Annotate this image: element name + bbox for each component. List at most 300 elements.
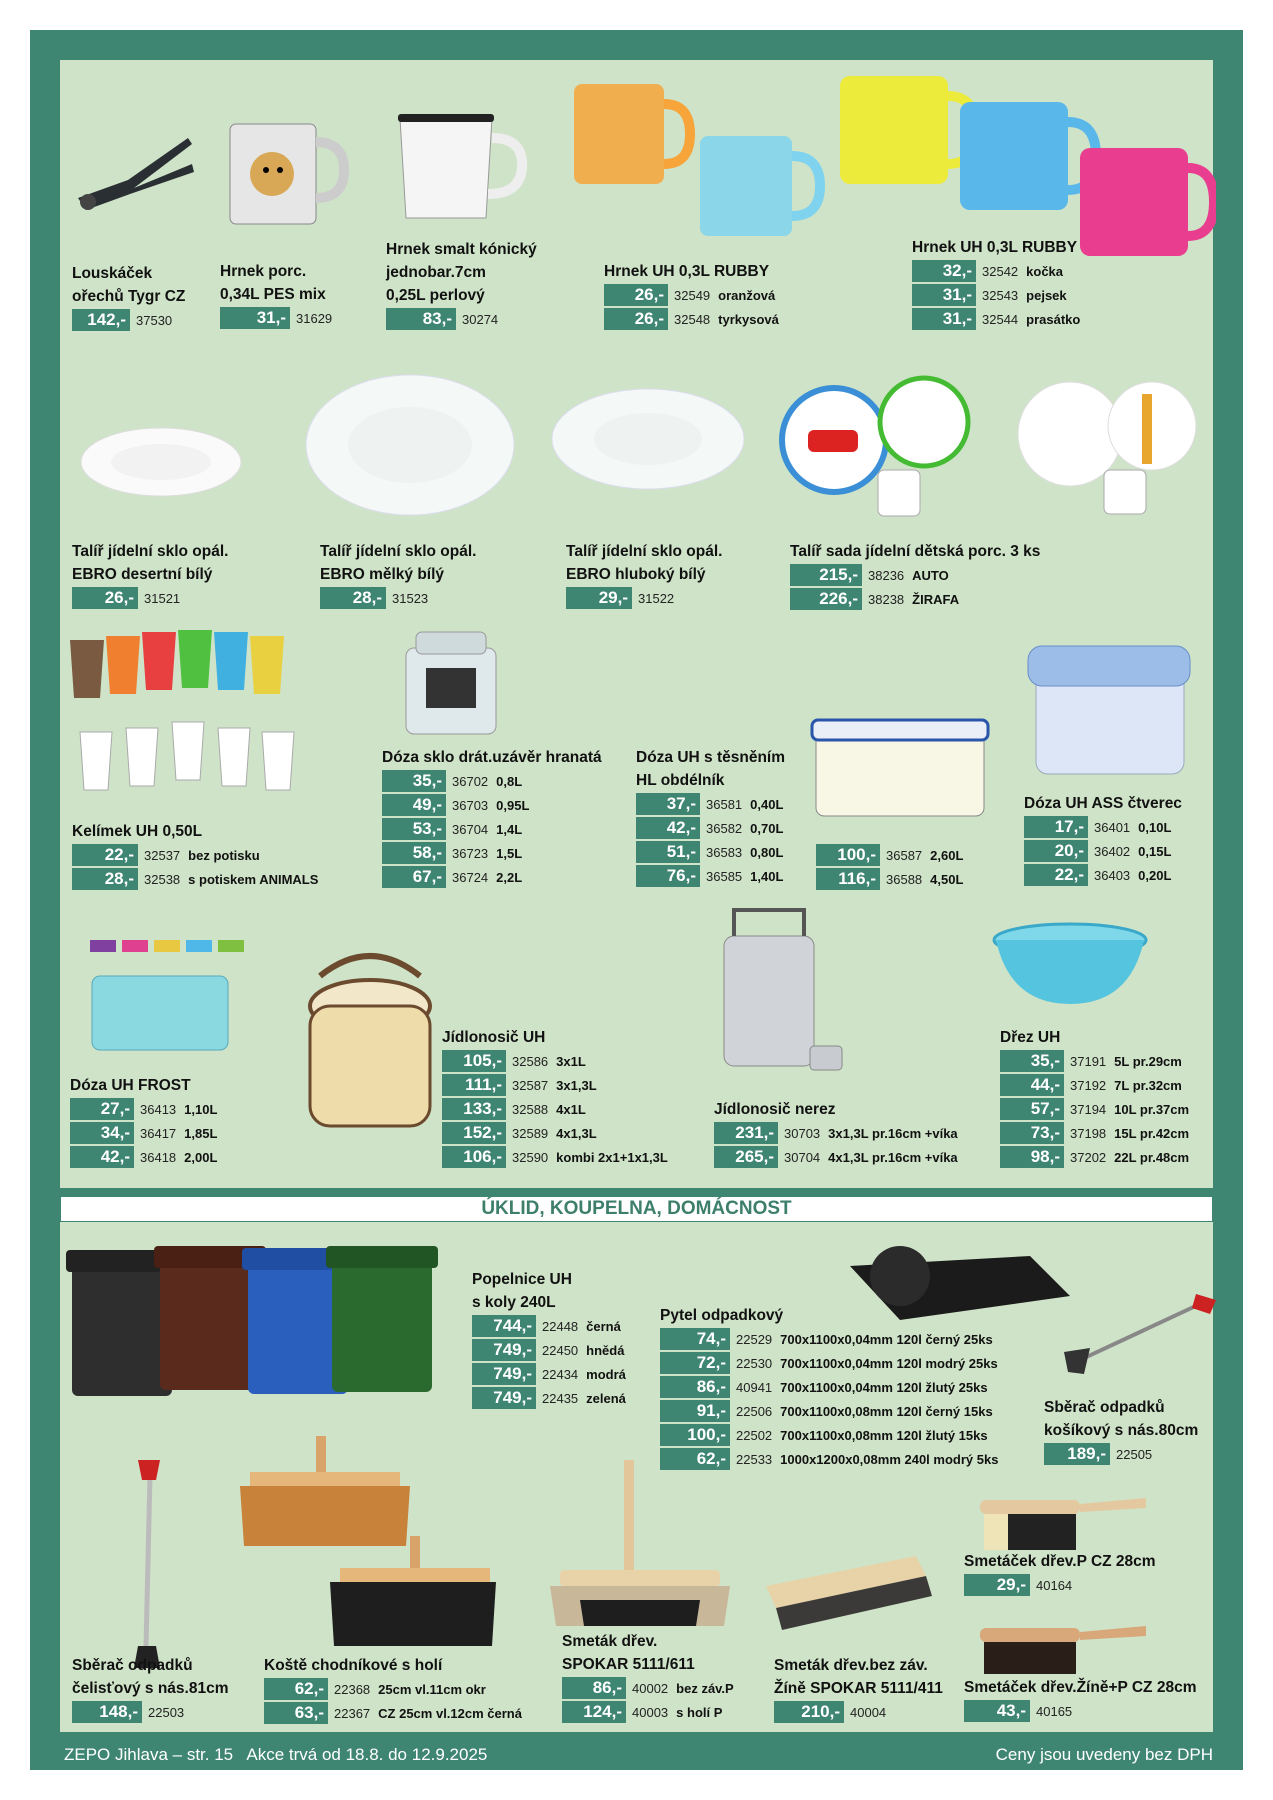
price-badge: 215,- <box>790 564 862 586</box>
price-row <box>912 307 1080 331</box>
variant-note: 22L pr.48cm <box>1114 1149 1190 1165</box>
variant-note: 0,40L <box>750 796 784 812</box>
price-row <box>912 259 1080 283</box>
product-code: 36585 <box>706 868 743 884</box>
hand-brush-image <box>970 1494 1150 1554</box>
price-badge: 124,- <box>562 1701 626 1723</box>
price-row <box>70 1121 217 1145</box>
price-row <box>912 283 1080 307</box>
item-title: Hrnek UH 0,3L RUBBY <box>604 263 770 280</box>
item-title: Sběrač odpadků <box>1044 1399 1165 1416</box>
price-row <box>264 1701 522 1725</box>
variant-note: modrá <box>586 1366 626 1382</box>
item-title: Dóza UH FROST <box>70 1077 191 1094</box>
product-code: 37202 <box>1070 1149 1107 1165</box>
price-row <box>472 1314 626 1338</box>
price-row <box>1024 839 1182 863</box>
variant-note: 25cm vl.11cm okr <box>378 1681 486 1697</box>
item-sberac-celist <box>72 1654 229 1724</box>
price-row <box>72 1700 229 1724</box>
price-row <box>790 563 1040 587</box>
item-title: čelisťový s nás.81cm <box>72 1680 229 1697</box>
price-row <box>774 1700 943 1724</box>
item-jidlonosic-uh <box>442 1026 668 1169</box>
deep-plate-image <box>548 384 748 494</box>
variant-note: ŽIRAFA <box>912 591 960 607</box>
item-title: Koště chodníkové s holí <box>264 1657 443 1674</box>
item-koste <box>264 1654 522 1725</box>
price-badge: 17,- <box>1024 816 1088 838</box>
variant-note: bez potisku <box>188 847 260 863</box>
price-row <box>660 1327 998 1351</box>
item-title: Pytel odpadkový <box>660 1307 784 1324</box>
item-popelnice <box>472 1268 626 1410</box>
item-title: Louskáček <box>72 265 153 282</box>
price-row <box>442 1145 668 1169</box>
price-badge: 29,- <box>964 1574 1030 1596</box>
horsehair-hand-brush-image <box>970 1622 1150 1678</box>
variant-note: 700x1100x0,04mm 120l černý 25ks <box>780 1331 993 1347</box>
horsehair-broom-image <box>756 1546 936 1636</box>
item-title: Smetáček dřev.P CZ 28cm <box>964 1553 1156 1570</box>
product-code: 32587 <box>512 1077 549 1093</box>
price-badge: 62,- <box>660 1448 730 1470</box>
price-badge: 28,- <box>72 868 138 890</box>
item-title: Smeták dřev. <box>562 1633 658 1650</box>
street-broom-image <box>220 1436 500 1656</box>
price-badge: 105,- <box>442 1050 506 1072</box>
price-badge: 20,- <box>1024 840 1088 862</box>
item-title: Kelímek UH 0,50L <box>72 823 203 840</box>
item-title: Sběrač odpadků <box>72 1657 193 1674</box>
item-pytel <box>660 1304 998 1471</box>
product-code: 30704 <box>784 1149 821 1165</box>
sealed-box-image <box>810 712 990 822</box>
cups-image <box>66 622 306 802</box>
price-badge: 74,- <box>660 1328 730 1350</box>
variant-note: zelená <box>586 1390 626 1406</box>
price-row <box>660 1375 998 1399</box>
price-badge: 73,- <box>1000 1122 1064 1144</box>
price-badge: 100,- <box>660 1424 730 1446</box>
product-code: 31523 <box>392 590 429 606</box>
price-badge: 26,- <box>604 284 668 306</box>
product-code: 30274 <box>462 311 499 327</box>
price-row <box>964 1699 1196 1723</box>
product-code: 22448 <box>542 1318 579 1334</box>
price-badge: 27,- <box>70 1098 134 1120</box>
price-badge: 142,- <box>72 309 130 331</box>
item-louskacek <box>72 262 185 332</box>
item-title: Popelnice UH <box>472 1271 572 1288</box>
footer-left: ZEPO Jihlava – str. 15 Akce trvá od 18.8. do 12.9.2025 <box>64 1745 488 1764</box>
price-row <box>72 843 318 867</box>
price-row <box>1000 1049 1189 1073</box>
price-row <box>442 1121 668 1145</box>
price-badge: 22,- <box>72 844 138 866</box>
dog-mug-image <box>222 118 352 228</box>
item-title: Dóza sklo drát.uzávěr hranatá <box>382 749 602 766</box>
product-code: 38238 <box>868 591 905 607</box>
price-badge: 63,- <box>264 1702 328 1724</box>
product-code: 36704 <box>452 821 489 837</box>
product-code: 36402 <box>1094 843 1131 859</box>
item-title: Smeták dřev.bez záv. <box>774 1657 928 1674</box>
product-code: 30703 <box>784 1125 821 1141</box>
price-row <box>382 769 602 793</box>
price-badge: 116,- <box>816 868 880 890</box>
item-hrnek-smalt <box>386 238 537 331</box>
variant-note: černá <box>586 1318 621 1334</box>
product-code: 40004 <box>850 1704 887 1720</box>
price-badge: 31,- <box>220 307 290 329</box>
price-badge: 62,- <box>264 1678 328 1700</box>
variant-note: 1,40L <box>750 868 784 884</box>
item-title: Žíně SPOKAR 5111/411 <box>774 1680 943 1697</box>
price-badge: 28,- <box>320 587 386 609</box>
price-badge: 67,- <box>382 866 446 888</box>
price-badge: 749,- <box>472 1387 536 1409</box>
price-row <box>1000 1145 1189 1169</box>
product-code: 32544 <box>982 311 1019 327</box>
variant-note: prasátko <box>1026 311 1081 327</box>
product-code: 31629 <box>296 310 333 326</box>
price-row <box>816 867 963 891</box>
price-row <box>382 817 602 841</box>
product-code: 40002 <box>632 1680 669 1696</box>
item-title: ořechů Tygr CZ <box>72 288 186 305</box>
price-row <box>660 1351 998 1375</box>
price-row <box>382 793 602 817</box>
variant-note: oranžová <box>718 287 776 303</box>
item-title: Talíř sada jídelní dětská porc. 3 ks <box>790 543 1041 560</box>
price-badge: 86,- <box>660 1376 730 1398</box>
price-badge: 231,- <box>714 1122 778 1144</box>
price-badge: 35,- <box>382 770 446 792</box>
variant-note: bez záv.P <box>676 1680 734 1696</box>
basin-image <box>990 920 1150 1010</box>
product-code: 32542 <box>982 263 1019 279</box>
product-code: 36723 <box>452 845 489 861</box>
product-code: 36413 <box>140 1101 177 1117</box>
price-row <box>1000 1097 1189 1121</box>
product-code: 22529 <box>736 1331 773 1347</box>
price-badge: 42,- <box>636 817 700 839</box>
product-code: 32589 <box>512 1125 549 1141</box>
item-smetacek-p <box>964 1550 1156 1597</box>
item-smetacek-zine <box>964 1676 1196 1723</box>
item-title: Jídlonosič UH <box>442 1029 546 1046</box>
price-badge: 76,- <box>636 865 700 887</box>
product-code: 36703 <box>452 797 489 813</box>
frost-box-image <box>86 936 246 1056</box>
product-code: 37530 <box>136 312 173 328</box>
product-code: 32537 <box>144 847 181 863</box>
price-row <box>1024 815 1182 839</box>
price-row <box>562 1676 734 1700</box>
price-row <box>816 843 963 867</box>
variant-note: 700x1100x0,08mm 120l černý 15ks <box>780 1403 993 1419</box>
price-badge: 49,- <box>382 794 446 816</box>
price-badge: 31,- <box>912 284 976 306</box>
price-badge: 31,- <box>912 308 976 330</box>
carrier-uh-image <box>300 946 440 1146</box>
product-code: 36418 <box>140 1149 177 1165</box>
footer-right: Ceny jsou uvedeny bez DPH <box>995 1745 1213 1764</box>
item-title: Hrnek UH 0,3L RUBBY <box>912 239 1078 256</box>
item-title: EBRO hluboký bílý <box>566 566 706 583</box>
price-row <box>386 307 537 331</box>
price-badge: 100,- <box>816 844 880 866</box>
item-title: Jídlonosič nerez <box>714 1101 836 1118</box>
product-code: 22506 <box>736 1403 773 1419</box>
product-code: 32538 <box>144 871 181 887</box>
product-code: 36403 <box>1094 867 1131 883</box>
price-row <box>566 586 722 610</box>
price-badge: 44,- <box>1000 1074 1064 1096</box>
variant-note: 4x1L <box>556 1101 586 1117</box>
item-talir-sada <box>790 540 1040 611</box>
product-code: 36582 <box>706 820 743 836</box>
price-badge: 86,- <box>562 1677 626 1699</box>
variant-note: 0,15L <box>1138 843 1172 859</box>
price-row <box>264 1677 522 1701</box>
product-code: 40164 <box>1036 1577 1073 1593</box>
price-badge: 58,- <box>382 842 446 864</box>
product-code: 22450 <box>542 1342 579 1358</box>
price-badge: 22,- <box>1024 864 1088 886</box>
item-talir-desert <box>72 540 228 610</box>
spokar-broom-image <box>540 1460 740 1630</box>
price-badge: 51,- <box>636 841 700 863</box>
variant-note: 2,2L <box>496 869 523 885</box>
price-badge: 29,- <box>566 587 632 609</box>
price-badge: 210,- <box>774 1701 844 1723</box>
price-row <box>72 308 185 332</box>
variant-note: 1000x1200x0,08mm 240l modrý 5ks <box>780 1451 999 1467</box>
product-code: 32586 <box>512 1053 549 1069</box>
item-smetak-spokar <box>562 1630 734 1724</box>
price-badge: 111,- <box>442 1074 506 1096</box>
product-code: 31522 <box>638 590 675 606</box>
price-badge: 43,- <box>964 1700 1030 1722</box>
product-code: 36401 <box>1094 819 1131 835</box>
price-row <box>220 306 332 330</box>
price-row <box>70 1145 217 1169</box>
waste-bins-image <box>62 1236 442 1416</box>
product-code: 32549 <box>674 287 711 303</box>
price-row <box>562 1700 734 1724</box>
variant-note: 4,50L <box>930 871 964 887</box>
variant-note: CZ 25cm vl.12cm černá <box>378 1705 522 1721</box>
item-sberac-kosik <box>1044 1396 1198 1466</box>
product-code: 22533 <box>736 1451 773 1467</box>
item-kelimek <box>72 820 318 891</box>
product-code: 36583 <box>706 844 743 860</box>
dessert-plate-image <box>76 420 246 500</box>
item-title: Hrnek smalt kónický <box>386 241 537 258</box>
price-row <box>660 1447 998 1471</box>
item-title: SPOKAR 5111/611 <box>562 1656 695 1673</box>
price-badge: 749,- <box>472 1363 536 1385</box>
variant-note: 0,95L <box>496 797 530 813</box>
variant-note: AUTO <box>912 567 949 583</box>
price-row <box>382 865 602 889</box>
kids-set-giraffe-image <box>1010 380 1210 520</box>
variant-note: 1,10L <box>184 1101 218 1117</box>
ass-box-image <box>1024 640 1194 780</box>
price-row <box>714 1121 958 1145</box>
price-badge: 72,- <box>660 1352 730 1374</box>
item-smetak-zine <box>774 1654 943 1724</box>
variant-note: hnědá <box>586 1342 625 1358</box>
item-title: 0,34L PES mix <box>220 286 326 303</box>
price-badge: 265,- <box>714 1146 778 1168</box>
variant-note: 1,85L <box>184 1125 218 1141</box>
variant-note: 4x1,3L <box>556 1125 597 1141</box>
price-badge: 57,- <box>1000 1098 1064 1120</box>
item-doza-frost <box>70 1074 217 1169</box>
enamel-mug-image <box>392 108 532 228</box>
variant-note: 15L pr.42cm <box>1114 1125 1190 1141</box>
price-badge: 148,- <box>72 1701 142 1723</box>
variant-note: 700x1100x0,08mm 120l žlutý 15ks <box>780 1427 988 1443</box>
price-badge: 133,- <box>442 1098 506 1120</box>
price-badge: 32,- <box>912 260 976 282</box>
product-code: 37192 <box>1070 1077 1107 1093</box>
price-row <box>790 587 1040 611</box>
price-row <box>472 1386 626 1410</box>
price-row <box>70 1097 217 1121</box>
item-drez <box>1000 1026 1189 1169</box>
price-row <box>472 1362 626 1386</box>
item-doza-tesneni <box>636 746 785 888</box>
item-doza-ass <box>1024 792 1182 887</box>
product-code: 36702 <box>452 773 489 789</box>
item-title: s koly 240L <box>472 1294 556 1311</box>
variant-note: 2,00L <box>184 1149 218 1165</box>
item-title: Dřez UH <box>1000 1029 1061 1046</box>
price-badge: 53,- <box>382 818 446 840</box>
section-heading: ÚKLID, KOUPELNA, DOMÁCNOST <box>60 1196 1213 1222</box>
product-code: 31521 <box>144 590 181 606</box>
product-code: 40165 <box>1036 1703 1073 1719</box>
variant-note: 0,70L <box>750 820 784 836</box>
price-row <box>714 1145 958 1169</box>
item-title: košíkový s nás.80cm <box>1044 1422 1199 1439</box>
price-row <box>636 816 785 840</box>
product-code: 22503 <box>148 1704 185 1720</box>
price-row <box>1000 1073 1189 1097</box>
variant-note: 4x1,3L pr.16cm +víka <box>828 1149 958 1165</box>
item-title: Dóza UH s těsněním <box>636 749 786 766</box>
product-code: 22530 <box>736 1355 773 1371</box>
nutcracker-image <box>68 128 198 228</box>
price-badge: 98,- <box>1000 1146 1064 1168</box>
price-row <box>636 840 785 864</box>
item-doza-tesneni-large <box>816 843 963 891</box>
variant-note: 2,60L <box>930 847 964 863</box>
price-row <box>636 864 785 888</box>
variant-note: 1,4L <box>496 821 523 837</box>
basket-grabber-image <box>1060 1290 1220 1380</box>
price-row <box>1024 863 1182 887</box>
variant-note: 0,10L <box>1138 819 1172 835</box>
price-row <box>660 1399 998 1423</box>
variant-note: tyrkysová <box>718 311 779 327</box>
price-badge: 91,- <box>660 1400 730 1422</box>
price-row <box>1000 1121 1189 1145</box>
variant-note: 700x1100x0,04mm 120l modrý 25ks <box>780 1355 998 1371</box>
item-hrnek-porc <box>220 260 332 330</box>
product-code: 36724 <box>452 869 489 885</box>
price-row <box>604 307 779 331</box>
price-badge: 37,- <box>636 793 700 815</box>
variant-note: 700x1100x0,04mm 120l žlutý 25ks <box>780 1379 988 1395</box>
kids-mugs-image <box>836 72 1216 262</box>
item-hrnek-rubby <box>604 260 779 331</box>
price-badge: 42,- <box>70 1146 134 1168</box>
price-row <box>442 1049 668 1073</box>
product-code: 22435 <box>542 1390 579 1406</box>
variant-note: 7L pr.32cm <box>1114 1077 1182 1093</box>
item-title: Dóza UH ASS čtverec <box>1024 795 1182 812</box>
price-row <box>660 1423 998 1447</box>
item-jidlonosic-nerez <box>714 1098 958 1169</box>
variant-note: 5L pr.29cm <box>1114 1053 1182 1069</box>
glass-jar-image <box>396 628 506 738</box>
item-title: EBRO desertní bílý <box>72 566 213 583</box>
item-title: Smetáček dřev.Žíně+P CZ 28cm <box>964 1679 1197 1696</box>
price-row <box>604 283 779 307</box>
product-code: 37191 <box>1070 1053 1107 1069</box>
product-code: 37194 <box>1070 1101 1107 1117</box>
product-code: 22505 <box>1116 1446 1153 1462</box>
variant-note: s holí P <box>676 1704 723 1720</box>
item-hrnek-rubby-kids <box>912 236 1080 331</box>
item-doza-sklo <box>382 746 602 889</box>
price-row <box>442 1073 668 1097</box>
item-title: 0,25L perlový <box>386 287 485 304</box>
flat-plate-image <box>300 370 520 520</box>
item-title: jednobar.7cm <box>386 264 486 281</box>
product-code: 32548 <box>674 311 711 327</box>
product-code: 40003 <box>632 1704 669 1720</box>
kids-set-car-image <box>778 374 978 524</box>
price-row <box>636 792 785 816</box>
item-title: Hrnek porc. <box>220 263 307 280</box>
item-title: Talíř jídelní sklo opál. <box>566 543 723 560</box>
rubby-mugs-image <box>570 80 830 240</box>
price-row <box>442 1097 668 1121</box>
price-badge: 152,- <box>442 1122 506 1144</box>
price-badge: 106,- <box>442 1146 506 1168</box>
item-title: EBRO mělký bílý <box>320 566 445 583</box>
price-row <box>964 1573 1156 1597</box>
product-code: 36587 <box>886 847 923 863</box>
jaw-grabber-image <box>120 1456 180 1676</box>
product-code: 36417 <box>140 1125 177 1141</box>
variant-note: 1,5L <box>496 845 523 861</box>
item-talir-melky <box>320 540 476 610</box>
variant-note: 0,80L <box>750 844 784 860</box>
price-badge: 226,- <box>790 588 862 610</box>
price-row <box>72 586 228 610</box>
price-row <box>472 1338 626 1362</box>
product-code: 22368 <box>334 1681 371 1697</box>
price-badge: 749,- <box>472 1339 536 1361</box>
price-badge: 34,- <box>70 1122 134 1144</box>
